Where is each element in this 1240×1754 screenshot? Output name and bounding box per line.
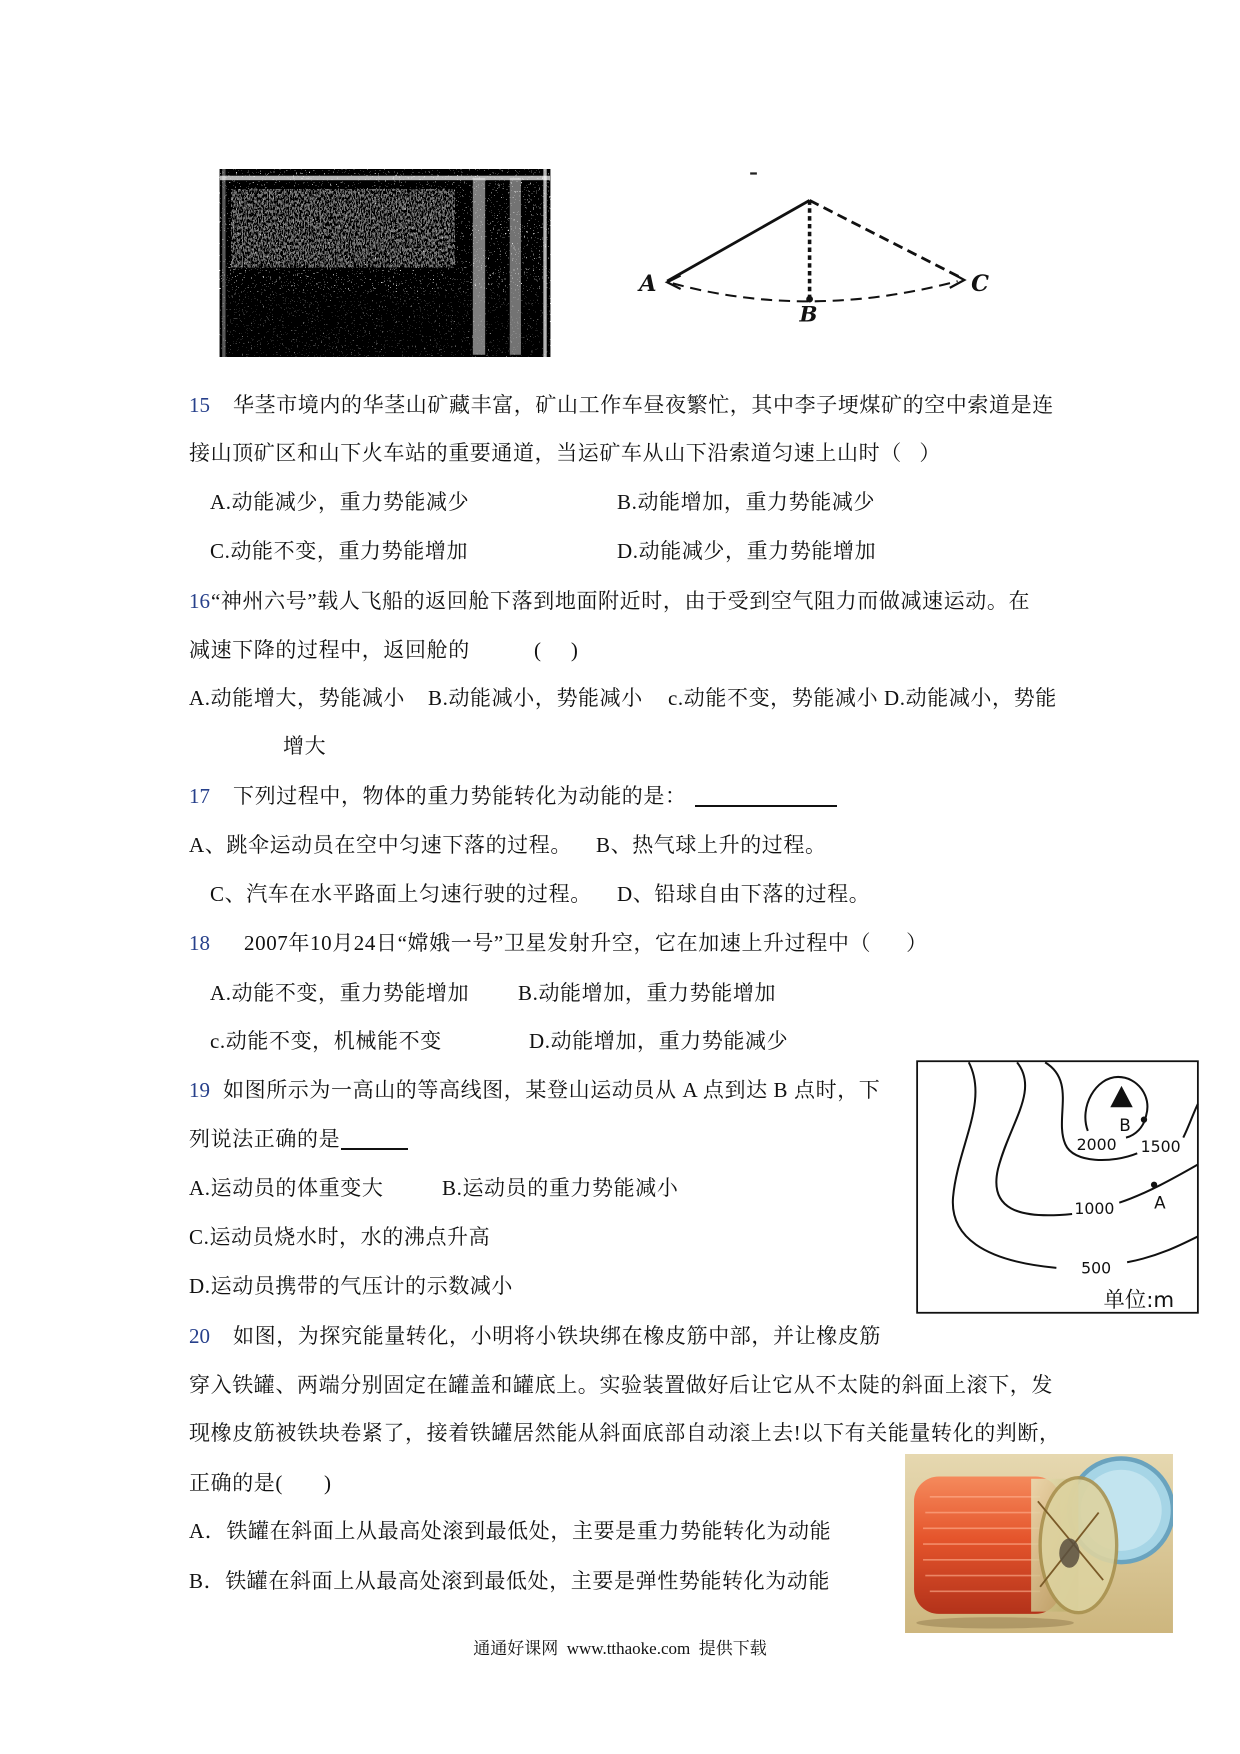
can-shadow: [916, 1617, 1074, 1628]
option-d: D.动能增加，重力势能减少: [529, 1029, 789, 1053]
option-b: B.动能减小，势能减小: [428, 686, 643, 710]
question-text-line: 正确的是( ): [189, 1471, 332, 1495]
option-b: B、热气球上升的过程。: [596, 833, 827, 857]
photo-top-beam: [220, 176, 550, 180]
option-b: B．铁罐在斜面上从最高处滚到最低处，主要是弹性势能转化为动能: [189, 1569, 831, 1593]
question-text-line: 如图，为探究能量转化，小明将小铁块绑在橡皮筋中部，并让橡皮筋: [233, 1324, 881, 1348]
question-number: 20: [189, 1324, 210, 1348]
option-c: c.动能不变，势能减小: [668, 686, 879, 710]
point-b-dot: [1141, 1116, 1147, 1122]
iron-block: [1059, 1538, 1079, 1567]
question-number: 17: [189, 784, 210, 808]
contour-label-1500: 1500: [1140, 1137, 1181, 1157]
contour-label-2000: 2000: [1076, 1134, 1117, 1154]
answer-blank: [695, 805, 837, 807]
can-opening-rim: [1040, 1478, 1117, 1613]
question-number: 19: [189, 1078, 210, 1102]
option-a: A.运动员的体重变大: [189, 1176, 384, 1200]
question-text-line: 减速下降的过程中，返回舱的: [189, 638, 470, 662]
option-d: D.动能减小，势能: [884, 686, 1057, 710]
label-b: B: [799, 302, 818, 326]
map-unit-label: 单位:m: [1103, 1288, 1175, 1314]
question-text-line: 2007年10月24日“嫦娥一号”卫星发射升空，它在加速上升过程中（ ）: [244, 931, 928, 955]
option-b: B.运动员的重力势能减小: [442, 1176, 679, 1200]
option-d: D、铅球自由下落的过程。: [617, 882, 871, 906]
option-a: A.动能增大，势能减小: [189, 686, 406, 710]
question-number: 18: [189, 931, 210, 955]
question-text-line: 列说法正确的是: [189, 1127, 341, 1151]
question-text-line: 穿入铁罐、两端分别固定在罐盖和罐底上。实验装置做好后让它从不太陡的斜面上滚下，发: [189, 1373, 1053, 1397]
cableway-photo: [219, 169, 551, 357]
option-c: c.动能不变，机械能不变: [210, 1029, 442, 1053]
option-d: D.运动员携带的气压计的示数减小: [189, 1274, 514, 1298]
question-text-line: 现橡皮筋被铁块卷紧了，接着铁罐居然能从斜面底部自动滚上去!以下有关能量转化的判断，: [189, 1421, 1061, 1445]
point-a-label: A: [1154, 1192, 1166, 1213]
photo-left-edge: [222, 169, 225, 357]
label-c: C: [971, 271, 989, 298]
option-a: A.动能不变，重力势能增加: [210, 981, 470, 1005]
answer-blank: [341, 1148, 408, 1150]
string-to-a: [667, 200, 809, 281]
point-a-dot: [1151, 1182, 1157, 1188]
option-d-continuation: 增大: [283, 734, 327, 758]
photo-tower-post-left: [473, 178, 485, 355]
page-footer: 通通好课网 www.tthaoke.com 提供下载: [473, 1639, 767, 1658]
option-b: B.动能增加，重力势能增加: [518, 981, 777, 1005]
point-b-marker: [806, 296, 813, 303]
option-c: C.运动员烧水时，水的沸点升高: [189, 1225, 491, 1249]
option-c: C.动能不变，重力势能增加: [210, 539, 469, 563]
question-text-line: 华茎市境内的华茎山矿藏丰富，矿山工作车昼夜繁忙，其中李子埂煤矿的空中索道是连: [233, 393, 1054, 417]
option-a: A、跳伞运动员在空中匀速下落的过程。: [189, 833, 572, 857]
contour-label-1000: 1000: [1074, 1198, 1115, 1218]
question-text-line: 下列过程中，物体的重力势能转化为动能的是：: [233, 784, 687, 808]
point-b-label: B: [1119, 1114, 1131, 1135]
question-text-line: 如图所示为一高山的等高线图，某登山运动员从 A 点到达 B 点时，下: [223, 1078, 881, 1102]
photo-upper-texture: [231, 189, 455, 267]
question-text-line: 接山顶矿区和山下火车站的重要通道，当运矿车从山下沿索道匀速上山时（ ）: [189, 441, 941, 465]
option-b: B.动能增加，重力势能减少: [617, 490, 876, 514]
option-d: D.动能减少，重力势能增加: [617, 539, 877, 563]
option-a: A．铁罐在斜面上从最高处滚到最低处，主要是重力势能转化为动能: [189, 1519, 832, 1543]
question-number: 15: [189, 393, 210, 417]
photo-right-edge: [543, 169, 546, 357]
contour-map: [916, 1060, 1199, 1314]
photo-tower-post-right: [510, 178, 521, 355]
option-a: A.动能减少，重力势能减少: [210, 490, 470, 514]
label-a: A: [639, 271, 657, 298]
answer-brackets: ( ): [534, 638, 579, 662]
option-c: C、汽车在水平路面上匀速行驶的过程。: [210, 882, 592, 906]
contour-label-500: 500: [1081, 1258, 1112, 1278]
question-number: 16: [189, 589, 210, 613]
swing-arc: [673, 281, 958, 301]
pendulum-diagram: [624, 169, 1012, 326]
string-to-c: [810, 200, 964, 279]
question-text-line: “神州六号”载人飞船的返回舱下落到地面附近时，由于受到空气阻力而做减速运动。在: [211, 589, 1031, 613]
photo-dark-bottom: [220, 292, 550, 357]
tin-can-photo: [905, 1454, 1173, 1633]
